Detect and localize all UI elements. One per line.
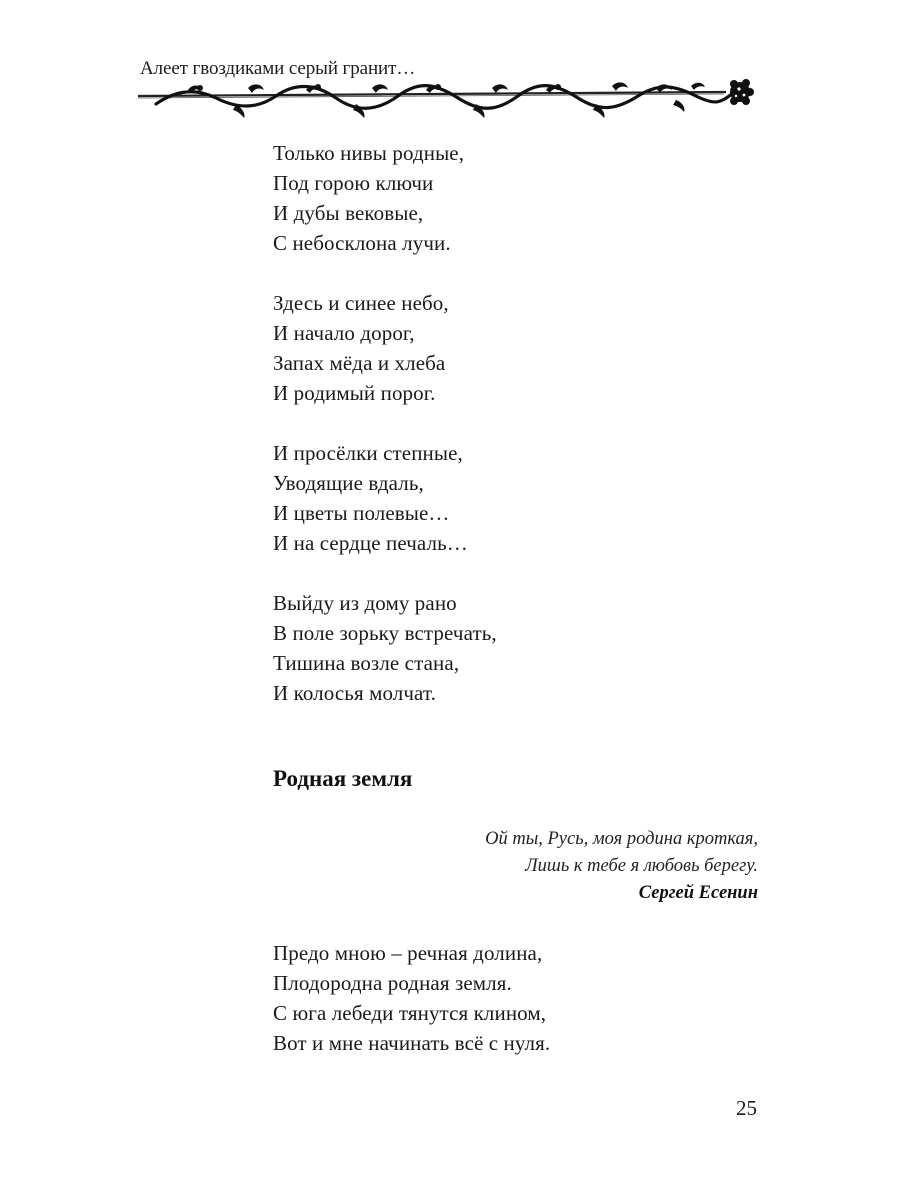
verse-line: Плодородна родная земля.: [273, 971, 512, 995]
stanza: [273, 938, 550, 1058]
stanza: [273, 288, 497, 408]
verse-line: Тишина возле стана,: [273, 651, 460, 675]
stanza: [273, 588, 497, 708]
stanza: [273, 138, 497, 258]
verse-line: Только нивы родные,: [273, 141, 465, 165]
poem-first: [273, 138, 497, 738]
verse-line: Выйду из дому рано: [273, 591, 457, 615]
poem-title: Родная земля: [273, 766, 413, 791]
epigraph: [485, 826, 758, 907]
page-number: 25: [736, 1096, 757, 1120]
verse-line: Уводящие вдаль,: [273, 471, 424, 495]
verse-line: И начало дорог,: [273, 321, 415, 345]
verse-line: И колосья молчат.: [273, 681, 436, 705]
verse-line: Вот и мне начинать всё с нуля.: [273, 1031, 551, 1055]
epigraph-line: Лишь к тебе я любовь берегу.: [525, 856, 758, 876]
verse-line: И цветы полевые…: [273, 501, 450, 525]
running-header: Алеет гвоздиками серый гранит…: [140, 58, 416, 79]
poem-second: [273, 938, 550, 1088]
verse-line: И просёлки степные,: [273, 441, 463, 465]
verse-line: В поле зорьку встречать,: [273, 621, 497, 645]
verse-line: Здесь и синее небо,: [273, 291, 449, 315]
vine-with-carnation-icon: [136, 74, 756, 118]
epigraph-line: Ой ты, Русь, моя родина кроткая,: [485, 829, 758, 849]
verse-line: С юга лебеди тянутся клином,: [273, 1001, 547, 1025]
verse-line: И на сердце печаль…: [273, 531, 468, 555]
verse-line: С небосклона лучи.: [273, 231, 451, 255]
verse-line: И родимый порог.: [273, 381, 436, 405]
verse-line: Под горою ключи: [273, 171, 434, 195]
stanza: [273, 438, 497, 558]
verse-line: Запах мёда и хлеба: [273, 351, 446, 375]
epigraph-author: Сергей Есенин: [638, 883, 758, 903]
verse-line: Предо мною – речная долина,: [273, 941, 543, 965]
verse-line: И дубы вековые,: [273, 201, 424, 225]
